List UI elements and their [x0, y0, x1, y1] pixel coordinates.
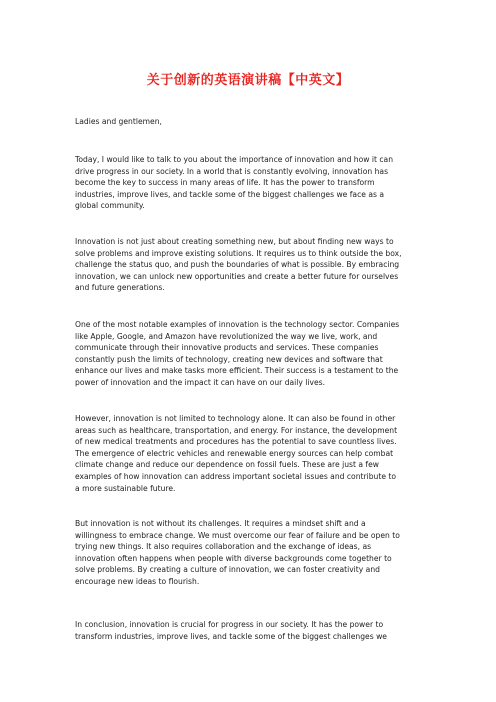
text-line: constantly push the limits of technology, creating new devices and software that [75, 354, 383, 364]
text-line: innovation, we can unlock new opportunities and create a better future for ourselves [75, 271, 399, 281]
text-line: willingness to embrace change. We must overcome our fear of failure and be open to [75, 530, 400, 540]
text-line: encourage new ideas to flourish. [75, 576, 200, 586]
text-line: However, innovation is not limited to technology alone. It can also be found in other [75, 414, 396, 423]
paragraph-conclusion [75, 619, 425, 642]
text-line: solve problems. By creating a culture of innovation, we can foster creativity and [75, 565, 380, 575]
paragraph-technology [75, 319, 425, 389]
text-line: innovation often happens when people with diverse backgrounds come together to [75, 553, 392, 563]
text-line: solve problems and improve existing solutions. It requires us to think outside the box, [75, 248, 402, 258]
text-line: areas such as healthcare, transportation, and energy. For instance, the development [75, 425, 398, 435]
text-line: Today, I would like to talk to you about the importance of innovation and how it can [75, 155, 394, 164]
paragraph-definition [75, 236, 425, 294]
text-line: power of innovation and the impact it can have on our daily lives. [75, 377, 326, 387]
text-line: In conclusion, innovation is crucial for progress in our society. It has the power to [75, 620, 384, 629]
text-line: challenge the status quo, and push the boundaries of what is possible. By embracing [75, 260, 400, 270]
text-line: drive progress in our society. In a world that is constantly evolving, innovation has [75, 166, 389, 176]
document-title: 关于创新的英语演讲稿【中英文】 [146, 73, 350, 88]
text-line: But innovation is not without its challenges. It requires a mindset shift and a [75, 519, 366, 528]
text-line: of new medical treatments and procedures has the potential to save countless lives. [75, 437, 397, 447]
text-line: a more sustainable future. [75, 483, 176, 493]
text-line: climate change and reduce our dependence on fossil fuels. These are just a few [75, 460, 379, 470]
text-line: global community. [75, 201, 145, 211]
text-line: Innovation is not just about creating something new, but about finding new ways to [75, 237, 394, 246]
text-line: The emergence of electric vehicles and renewable energy sources can help combat [75, 448, 394, 458]
text-line: communicate through their innovative products and services. These companies [75, 343, 379, 353]
text-line: examples of how innovation can address important societal issues and contribute to [75, 471, 397, 481]
text-line: One of the most notable examples of innovation is the technology sector. Companies [75, 320, 400, 329]
text-line: Ladies and gentlemen, [75, 117, 162, 126]
paragraph-challenges [75, 518, 425, 588]
text-line: transform industries, improve lives, and tackle some of the biggest challenges we [75, 631, 387, 641]
paragraph-intro [75, 154, 425, 212]
text-line: and future generations. [75, 283, 165, 293]
paragraph-greeting [75, 116, 425, 128]
text-line: like Apple, Google, and Amazon have revolutionized the way we live, work, and [75, 331, 378, 341]
text-line: trying new things. It also requires collaboration and the exchange of ideas, as [75, 542, 372, 552]
paragraph-other-areas [75, 413, 425, 494]
text-line: enhance our lives and make tasks more efficient. Their success is a testament to the [75, 366, 399, 376]
text-line: become the key to success in many areas of life. It has the power to transform [75, 178, 375, 188]
text-line: industries, improve lives, and tackle some of the biggest challenges we face as a [75, 189, 385, 199]
